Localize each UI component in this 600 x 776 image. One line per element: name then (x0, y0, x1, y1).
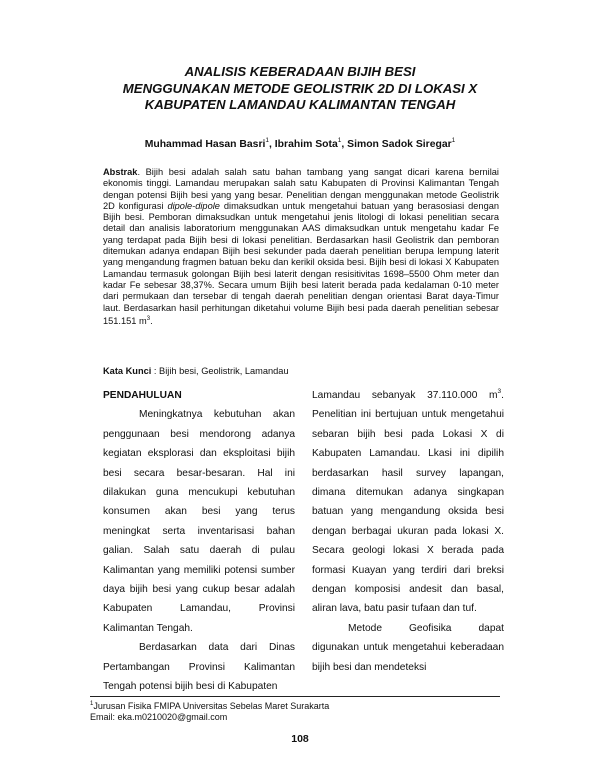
paper-title (90, 64, 510, 114)
author-name: Ibrahim Sota (274, 139, 338, 150)
abstract-superscript: 3 (146, 315, 151, 322)
title-line-1: ANALISIS KEBERADAAN BIJIH BESI (184, 64, 416, 79)
abstract (103, 167, 499, 327)
title-line-3: KABUPATEN LAMANDAU KALIMANTAN TENGAH (144, 97, 456, 112)
abstract-text: dimaksudkan untuk mengetahui batuan yang berasosiasi dengan Bijih besi. Pemboran dimaksudkan untuk mengetahui jenis litologi di lokasi penelitian secara detail dan analisis laboratorium menggunakan AAS dimaksudkan untuk mengetahu kadar Fe yang terdapat pada Bijih besi di lokasi penelitian. Berdasarkan hasil Geolistrik dan pemboran ditemukan adanya endapan Bijih besi sekunder pada daerah penelitian berupa lempung laterit yang mengandung fragmen batuan beku dan kerikil oksida besi. Bijih besi di lokasi X Kabupaten Lamandau termasuk golongan Bijih besi laterit dengan resisitivitas 1698–5500 Ohm meter dan kadar Fe sebesar 38,37%. Secara umum Bijih besi laterit berada pada kedalaman 0-10 meter dari permukaan dan tersebar di tengah daerah penelitian dengan orientasi Barat daya-Timur laut. Berdasarkan hasil perhitungan diketahui volume Bijih besi pada daerah penelitian sebesar 151.151 m (103, 200, 499, 326)
author-list: Muhammad Hasan Basri$^1$, Ibrahim Sota$^1$, Simon Sadok Siregar$^1$ (144, 137, 456, 150)
footnote-mark: 1 (90, 701, 94, 707)
title-line-2: MENGGUNAKAN METODE GEOLISTRIK 2D DI LOKASI X (122, 80, 478, 96)
abstract-label: Abstrak (103, 167, 138, 177)
body-paragraph: Berdasarkan data dari Dinas Pertambangan Provinsi Kalimantan Tengah potensi bijih besi di Kabupaten (103, 642, 295, 693)
footnote-affiliation: Jurusan Fisika FMIPA Universitas Sebelas Maret Surakarta (93, 701, 330, 711)
page-number: 108 (291, 733, 309, 745)
author-affiliation-mark: 1 (337, 137, 342, 144)
body-paragraph: Metode Geofisika dapat digunakan untuk mengetahui keberadaan bijih besi dan mendeteksi (312, 622, 504, 673)
author-affiliation-mark: 1 (265, 137, 270, 144)
body-paragraph: Meningkatnya kebutuhan akan penggunaan besi mendorong adanya kegiatan eksplorasi dan eksploitasi bijih besi secara besar-besaran. Hal ini dilakukan guna mencukupi kebutuhan konsumen akan besi yang terus meningkat serta inventarisasi bahan galian. Salah satu daerah di pulau Kalimantan yang memiliki potensi sumber daya bijih besi yang cukup besar adalah Kabupaten Lamandau, Provinsi Kalimantan Tengah. (103, 409, 295, 634)
author-name: Simon Sadok Siregar (347, 139, 452, 150)
keywords (103, 366, 289, 376)
body-paragraph (312, 386, 504, 619)
keywords-label: Kata Kunci (103, 366, 152, 376)
author-affiliation-mark: 1 (451, 137, 456, 144)
keywords-text: : Bijih besi, Geolistrik, Lamandau (151, 366, 289, 376)
abstract-text: . Bijih besi adalah salah satu bahan tambang yang sangat dicari karena bernilai ekonomis tinggi. Lamandau merupakan salah satu Kabupaten di Provinsi Kalimantan Tengah dengan potensi Bijih besi yang yang besar. Penelitian dengan menggunakan metode Geolistrik 2D konfigurasi (103, 167, 499, 211)
author-name: Muhammad Hasan Basri (144, 139, 266, 150)
abstract-end: . (150, 315, 153, 326)
abstract-italic-term: dipole-dipole (167, 200, 220, 211)
right-column (312, 386, 504, 677)
footnote (90, 699, 329, 723)
body-superscript: 3 (497, 388, 502, 395)
section-heading: PENDAHULUAN (103, 390, 182, 401)
left-column (103, 386, 295, 697)
body-text: . Penelitian ini bertujuan untuk mengetahui sebaran bijih besi pada Lokasi X di Kabupaten Lamandau. Lkasi ini dipilih berdasarkan hasil survey lapangan, dimana ditemukan adanya singkapan batuan yang mengandung oksida besi dengan berbagai ukuran pada lokasi X. Secara geologi lokasi X berada pada formasi Kuayan yang terdiri dari breksi dengan komposisi andesit dan basal, aliran lava, batu pasir tufaan dan tuf. (312, 390, 504, 615)
footnote-email: Email: eka.m0210020@gmail.com (90, 712, 228, 722)
body-text: Lamandau sebanyak 37.110.000 m (312, 390, 498, 401)
footnote-divider (90, 696, 500, 697)
